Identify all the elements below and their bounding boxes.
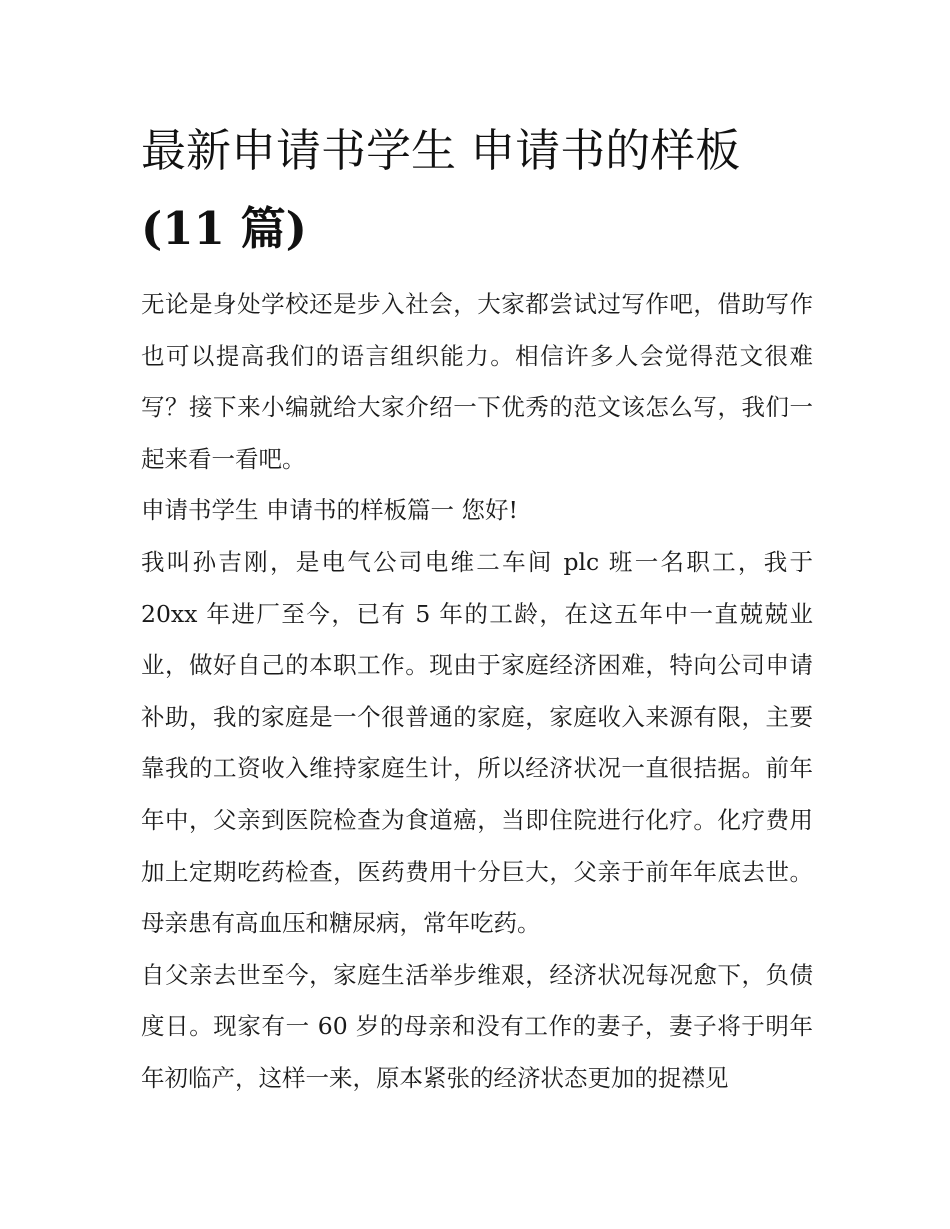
document-body — [141, 279, 813, 1105]
paragraph-body-1: 我叫孙吉刚，是电气公司电维二车间 plc 班一名职工，我于 20xx 年进厂至今，已有 5 年的工龄，在这五年中一直兢兢业业，做好自己的本职工作。现由于家庭经济困难，特向公司申请补助，我的家庭是一个很普通的家庭，家庭收入来源有限，主要靠我的工资收入维持家庭生计，所以经济状况一直很拮据。前年年中，父亲到医院检查为食道癌，当即住院进行化疗。化疗费用加上定期吃药检查，医药费用十分巨大，父亲于前年年底去世。母亲患有高血压和糖尿病，常年吃药。 — [141, 547, 813, 938]
document-title — [141, 112, 821, 268]
paragraph-section-heading: 申请书学生 申请书的样板篇一 您好! — [141, 496, 518, 525]
paragraph-body-2: 自父亲去世至今，家庭生活举步维艰，经济状况每况愈下，负债度日。现家有一 60 岁的母亲和没有工作的妻子，妻子将于明年年初临产，这样一来，原本紧张的经济状态更加的捉襟见 — [141, 960, 813, 1092]
title-main: 最新申请书学生 申请书的样板 — [141, 124, 741, 177]
title-count: (11 篇) — [141, 202, 307, 255]
paragraph-intro: 无论是身处学校还是步入社会，大家都尝试过写作吧，借助写作也可以提高我们的语言组织能力。相信许多人会觉得范文很难写？接下来小编就给大家介绍一下优秀的范文该怎么写，我们一起来看一看吧。 — [141, 290, 813, 473]
